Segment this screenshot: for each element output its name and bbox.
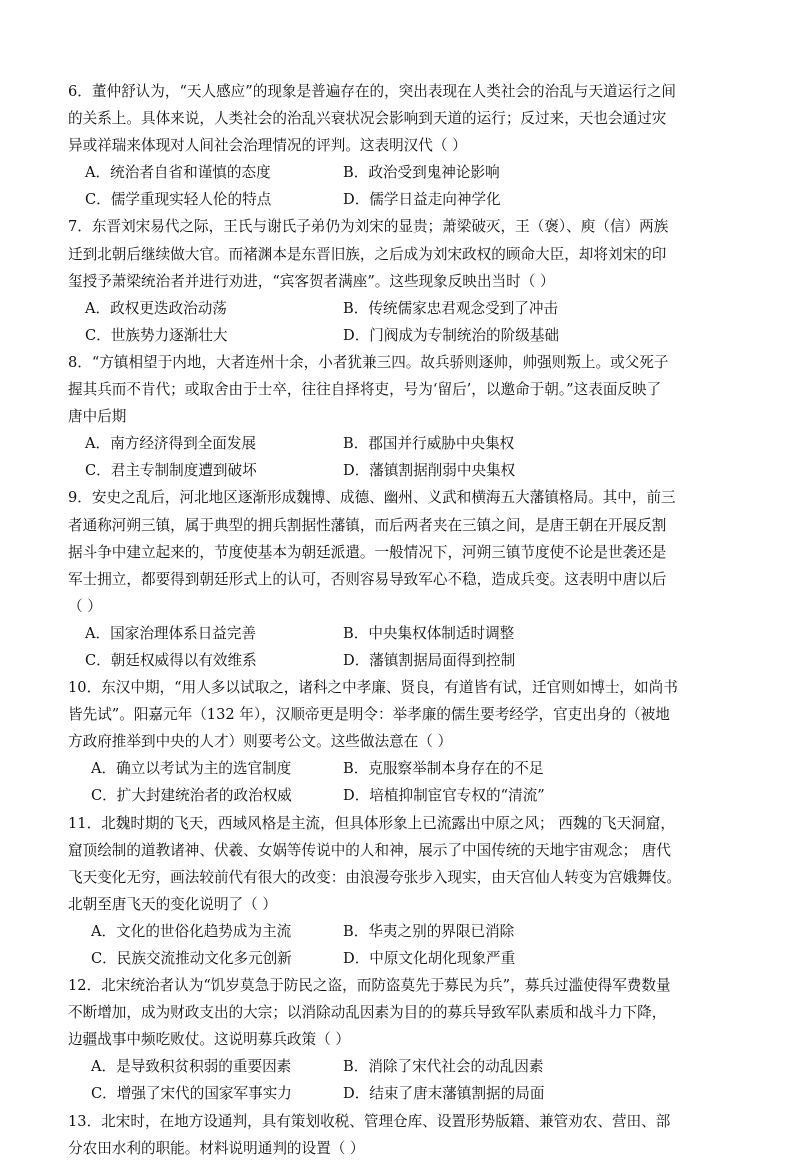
option-row — [68, 945, 730, 972]
option-c[interactable]: C．世族势力逐渐壮大 — [85, 326, 228, 344]
option-row — [68, 782, 730, 809]
question-7 — [68, 213, 730, 348]
question-text-line: 皆先试”。阳嘉元年（132 年），汉顺帝更是明令：举孝廉的儒生要考经学，官吏出身的（被地 — [68, 706, 670, 724]
question-text-line: 分农田水利的职能。材料说明通判的设置（ ） — [68, 1139, 365, 1157]
option-a[interactable]: A．统治者自省和谨慎的态度 — [85, 164, 271, 182]
option-row — [68, 1080, 730, 1107]
option-b[interactable]: B．传统儒家忠君观念受到了冲击 — [343, 299, 559, 317]
option-c[interactable]: C．朝廷权威得以有效维系 — [85, 651, 257, 669]
option-b[interactable]: B．政治受到鬼神论影响 — [343, 164, 500, 182]
question-text-line: 军士拥立，都要得到朝廷形式上的认可，否则容易导致军心不稳，造成兵变。这表明中唐以后 — [68, 570, 667, 588]
question-12 — [68, 972, 730, 1107]
option-row — [68, 159, 730, 186]
option-b[interactable]: B．中央集权体制适时调整 — [343, 624, 515, 642]
question-text-line: 唐中后期 — [68, 408, 127, 426]
question-text-line: 不断增加，成为财政支出的大宗；以消除动乱因素为目的的募兵导致军队素质和战斗力下降， — [68, 1004, 667, 1022]
question-text-line: 窟顶绘制的道教诸神、伏羲、女娲等传说中的人和神，展示了中国传统的天地宇宙观念； 唐代 — [68, 841, 671, 859]
option-a[interactable]: A．南方经济得到全面发展 — [85, 435, 257, 453]
option-row — [68, 186, 730, 213]
option-c[interactable]: C．君主专制制度遭到破坏 — [85, 462, 257, 480]
question-text-line: 9．安史之乱后，河北地区逐渐形成魏博、成德、幽州、义武和横海五大藩镇格局。其中，前三 — [68, 489, 676, 507]
option-a[interactable]: A．政权更迭政治动荡 — [85, 299, 227, 317]
question-text-line: 6．董仲舒认为，“天人感应”的现象是普遍存在的，突出表现在人类社会的治乱与天道运行之间 — [68, 83, 676, 100]
question-text-line: 边疆战事中频吃败仗。这说明募兵政策（ ） — [68, 1031, 350, 1049]
option-row — [68, 918, 730, 945]
question-text-line: 10．东汉中期，“用人多以试取之，诸科之中孝廉、贤良，有道皆有试，迁官则如博士，如尚书 — [68, 679, 678, 697]
option-b[interactable]: B．克服察举制本身存在的不足 — [343, 760, 544, 778]
question-text-line: 迁到北朝后继续做大官。而褚渊本是东晋旧族，之后成为刘宋政权的顾命大臣，却将刘宋的印 — [68, 245, 667, 263]
option-d[interactable]: D．中原文化胡化现象严重 — [343, 950, 516, 967]
option-d[interactable]: D．儒学日益走向神学化 — [343, 191, 501, 209]
question-text-line: 握其兵而不肯代；或取舍由于士卒，往往自择将吏，号为‘留后’，以邀命于朝。”这表面反映了 — [68, 381, 662, 399]
option-a[interactable]: A．是导致积贫积弱的重要因素 — [91, 1058, 292, 1076]
option-d[interactable]: D．藩镇割据局面得到控制 — [343, 651, 516, 669]
question-text-line: 12．北宋统治者认为“饥岁莫急于防民之盗，而防盗莫先于募民为兵”，募兵过滥使得军费数量 — [68, 977, 671, 995]
question-text-line: 13．北宋时，在地方设通判，具有策划收税、管理仓库、设置形势版籍、兼管劝农、营田、部 — [68, 1112, 671, 1130]
option-row — [68, 755, 730, 782]
option-c[interactable]: C．民族交流推动文化多元创新 — [91, 950, 292, 967]
option-row — [68, 295, 730, 322]
question-text-line: 飞天变化无穷，画法较前代有很大的改变：由浪漫夸张步入现实，由天宫仙人转变为宫娥舞伎。 — [68, 868, 681, 886]
option-row — [68, 322, 730, 349]
question-text-line: 方政府推举到中央的人才）则要考公文。这些做法意在（ ） — [68, 733, 453, 751]
question-text-line: 据斗争中建立起来的，节度使基本为朝廷派遣。一般情况下，河朔三镇节度使不论是世袭还是 — [68, 543, 667, 561]
exam-page — [68, 78, 730, 1162]
question-text-line: （ ） — [68, 597, 102, 615]
question-text-line: 7．东晋刘宋易代之际，王氏与谢氏子弟仍为刘宋的显贵；萧梁破灭，王（褒）、庾（信）两族 — [68, 218, 669, 236]
option-c[interactable]: C．扩大封建统治者的政治权威 — [91, 787, 292, 805]
question-text-line: 的关系上。具体来说，人类社会的治乱兴衰状况会影响到天道的运行；反过来，天也会通过灾 — [68, 110, 667, 128]
option-b[interactable]: B．郡国并行威胁中央集权 — [343, 435, 515, 453]
option-c[interactable]: C．增强了宋代的国家军事实力 — [91, 1085, 292, 1103]
question-9 — [68, 484, 730, 674]
option-d[interactable]: D．门阀成为专制统治的阶级基础 — [343, 326, 560, 344]
option-a[interactable]: A．确立以考试为主的选官制度 — [91, 760, 292, 778]
question-text-line: 异或祥瑞来体现对人间社会治理情况的评判。这表明汉代（ ） — [68, 137, 467, 155]
question-text-line: 玺授予萧梁统治者并进行劝进，“宾客贺者满座”。这些现象反映出当时（ ） — [68, 272, 555, 290]
option-d[interactable]: D．培植抑制宦官专权的“清流” — [343, 787, 545, 805]
option-c[interactable]: C．儒学重现实轻人伦的特点 — [85, 191, 272, 209]
option-row — [68, 620, 730, 647]
option-d[interactable]: D．藩镇割据削弱中央集权 — [343, 462, 516, 480]
option-a[interactable]: A．国家治理体系日益完善 — [85, 624, 257, 642]
question-6 — [68, 78, 730, 213]
question-13 — [68, 1108, 730, 1162]
question-text-line: 11．北魏时期的飞天，西域风格是主流，但具体形象上已流露出中原之风； 西魏的飞天洞窟， — [68, 814, 675, 832]
option-b[interactable]: B．消除了宋代社会的动乱因素 — [343, 1058, 544, 1076]
option-row — [68, 647, 730, 674]
option-b[interactable]: B．华夷之别的界限已消除 — [343, 922, 515, 940]
question-10 — [68, 674, 730, 809]
question-text-line: 北朝至唐飞天的变化说明了（ ） — [68, 895, 277, 913]
option-row — [68, 1053, 730, 1080]
question-8 — [68, 349, 730, 484]
option-d[interactable]: D．结束了唐末藩镇割据的局面 — [343, 1085, 545, 1103]
option-row — [68, 457, 730, 484]
option-a[interactable]: A．文化的世俗化趋势成为主流 — [91, 922, 292, 940]
question-text-line: 者通称河朔三镇，属于典型的拥兵割据性藩镇，而后两者夹在三镇之间，是唐王朝在开展反割 — [68, 516, 667, 534]
option-row — [68, 430, 730, 457]
question-text-line: 8．“方镇相望于内地，大者连州十余，小者犹兼三四。故兵骄则逐帅，帅强则叛上。或父死子 — [68, 353, 669, 371]
question-11 — [68, 810, 730, 973]
